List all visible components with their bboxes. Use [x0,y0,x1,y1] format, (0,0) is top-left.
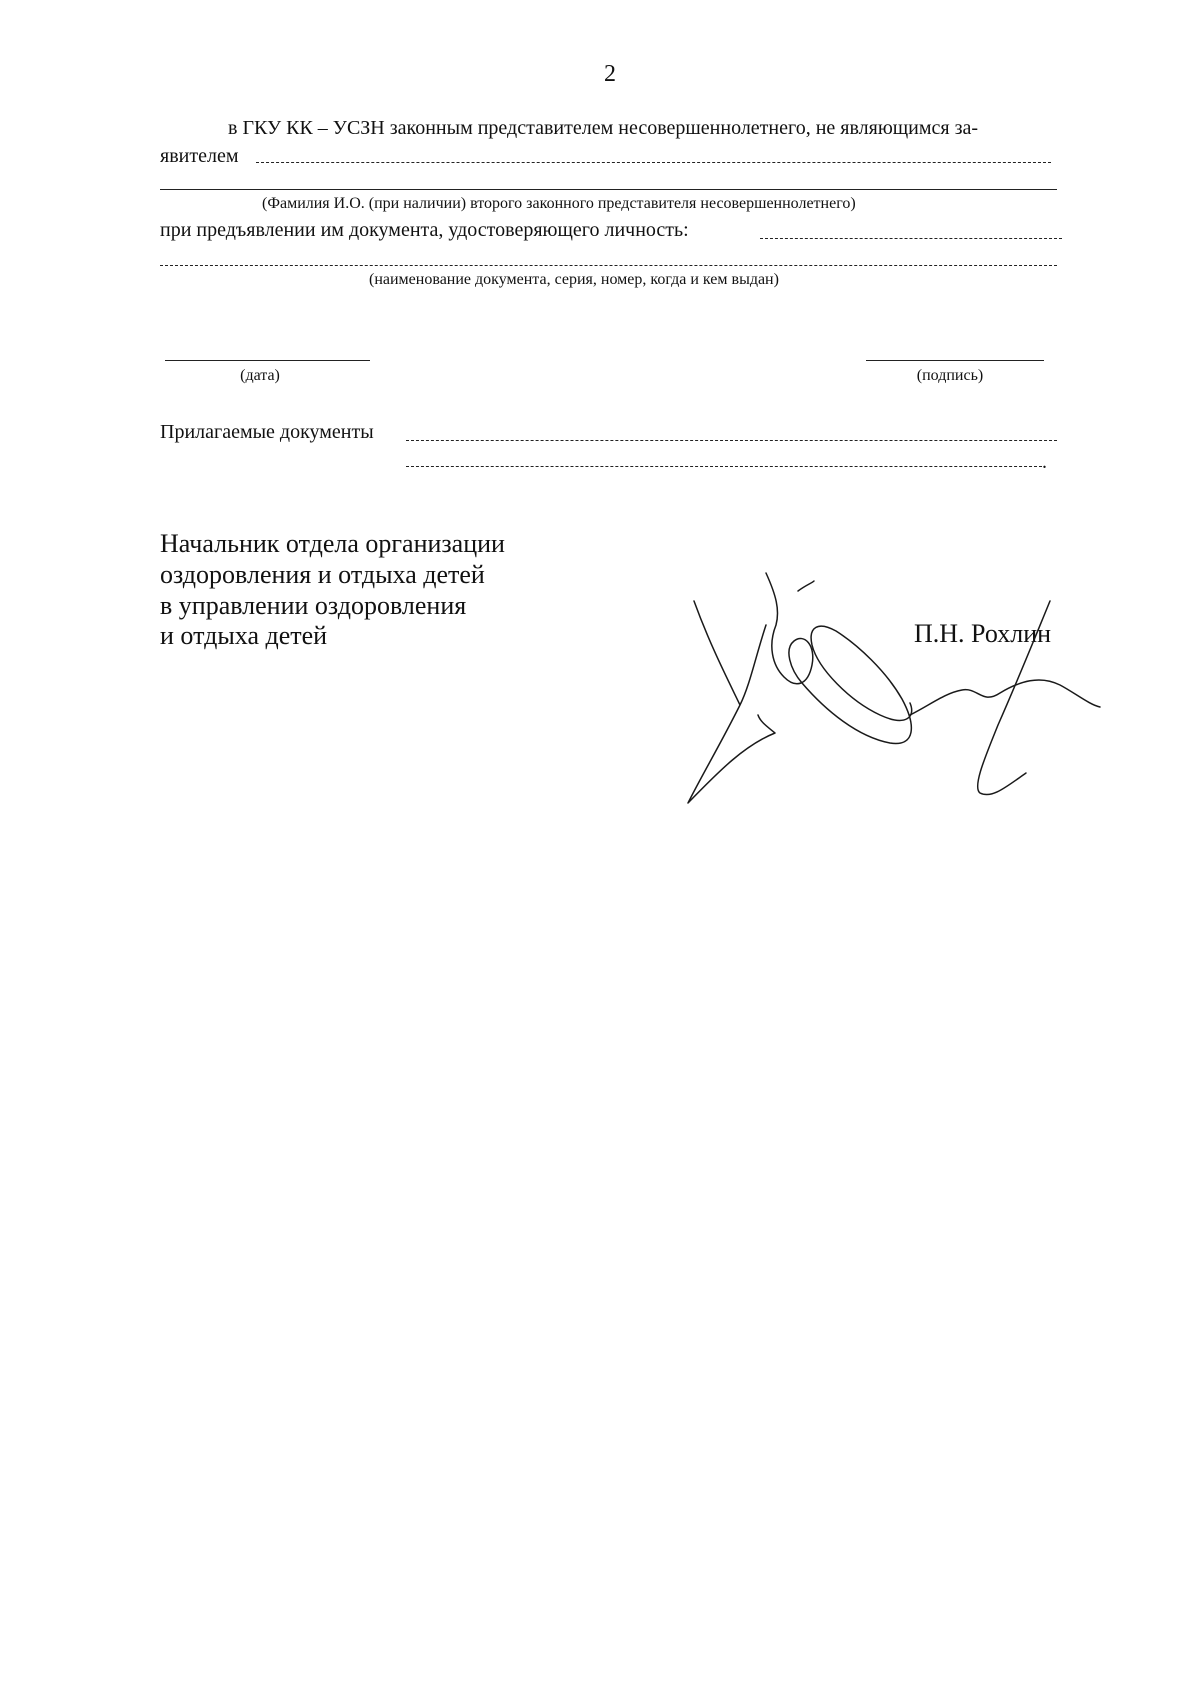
date-line[interactable] [165,360,370,361]
representative-name-line[interactable] [256,162,1051,163]
representative-name-line-2[interactable] [160,189,1057,190]
signature-stroke-2 [766,573,912,743]
signature-stroke-1 [688,601,775,803]
signature-line[interactable] [866,360,1044,361]
handwritten-signature [680,565,1120,815]
paragraph-line-2: явителем [160,145,239,167]
caption-representative-name: (Фамилия И.О. (при наличии) второго законного представителя несовершеннолетнего) [262,195,856,212]
id-document-field[interactable] [760,238,1062,239]
signatory-title-line-1: Начальник отдела организации [160,529,505,558]
paragraph-line-1: в ГКУ КК – УСЗН законным представителем несовершеннолетнего, не являющимся за- [228,117,979,139]
attached-documents-period: . [1042,451,1047,473]
signatory-title-line-4: и отдыха детей [160,621,328,650]
signatory-title-line-3: в управлении оздоровления [160,591,467,620]
caption-id-document: (наименование документа, серия, номер, когда и кем выдан) [369,271,779,288]
signatory-title-line-2: оздоровления и отдыха детей [160,560,485,589]
signatory-name: П.Н. Рохлин [914,619,1052,648]
id-document-line: при предъявлении им документа, удостоверяющего личность: [160,219,689,241]
caption-signature: (подпись) [916,367,984,384]
attached-documents-field-2[interactable] [406,466,1042,467]
caption-date: (дата) [240,367,280,384]
page-number: 2 [604,61,616,87]
signature-stroke-3 [798,581,814,591]
attached-documents-label: Прилагаемые документы [160,421,374,443]
attached-documents-field[interactable] [406,440,1057,441]
id-document-field-2[interactable] [160,265,1057,266]
